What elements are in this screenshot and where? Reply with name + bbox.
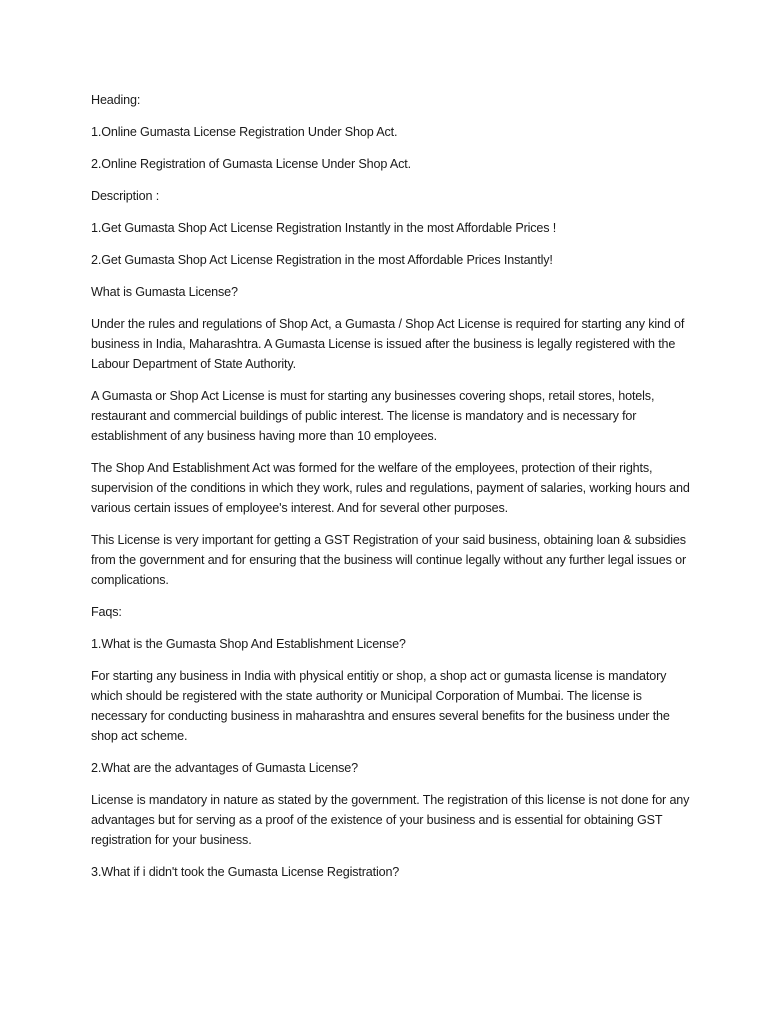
description-option-1: 1.Get Gumasta Shop Act License Registration Instantly in the most Affordable Prices ! — [91, 221, 557, 235]
body-paragraph: The Shop And Establishment Act was formed for the welfare of the employees, protection of their rights, supervision of the conditions in which they work, rules and regulations, payment of salaries, working hours and various certain issues of employee's interest. And for several other purposes. — [91, 461, 690, 515]
body-paragraph: This License is very important for getting a GST Registration of your said business, obtaining loan & subsidies from the government and for ensuring that the business will continue legally without any further legal issues or complications. — [91, 533, 687, 587]
body-paragraph: Under the rules and regulations of Shop Act, a Gumasta / Shop Act License is required for starting any kind of business in India, Maharashtra. A Gumasta License is issued after the business is legally registered with the Labour Department of State Authority. — [91, 317, 685, 371]
description-option-2: 2.Get Gumasta Shop Act License Registration in the most Affordable Prices Instantly! — [91, 253, 553, 267]
heading-label: Heading: — [91, 93, 141, 107]
body-paragraph: A Gumasta or Shop Act License is must for starting any businesses covering shops, retail stores, hotels, restaurant and commercial buildings of public interest. The license is mandatory and is necessary for establishment of any business having more than 10 employees. — [91, 389, 655, 443]
heading-option-2: 2.Online Registration of Gumasta License Under Shop Act. — [91, 157, 411, 171]
faqs-label: Faqs: — [91, 605, 122, 619]
faq-answer-1: For starting any business in India with physical entitiy or shop, a shop act or gumasta license is mandatory which should be registered with the state authority or Municipal Corporation of Mumbai. The license is necessary for conducting business in maharashtra and ensures several benefits for the business under the shop act scheme. — [91, 669, 670, 743]
section-question-what-is-gumasta: What is Gumasta License? — [91, 285, 238, 299]
heading-option-1: 1.Online Gumasta License Registration Under Shop Act. — [91, 125, 398, 139]
faq-question-1: 1.What is the Gumasta Shop And Establishment License? — [91, 637, 406, 651]
document-body — [91, 90, 691, 894]
description-label: Description : — [91, 189, 160, 203]
faq-question-2: 2.What are the advantages of Gumasta License? — [91, 761, 358, 775]
faq-question-3: 3.What if i didn't took the Gumasta License Registration? — [91, 865, 400, 879]
faq-answer-2: License is mandatory in nature as stated by the government. The registration of this license is not done for any advantages but for serving as a proof of the existence of your business and is essential for obtaining GST registration for your business. — [91, 793, 690, 847]
